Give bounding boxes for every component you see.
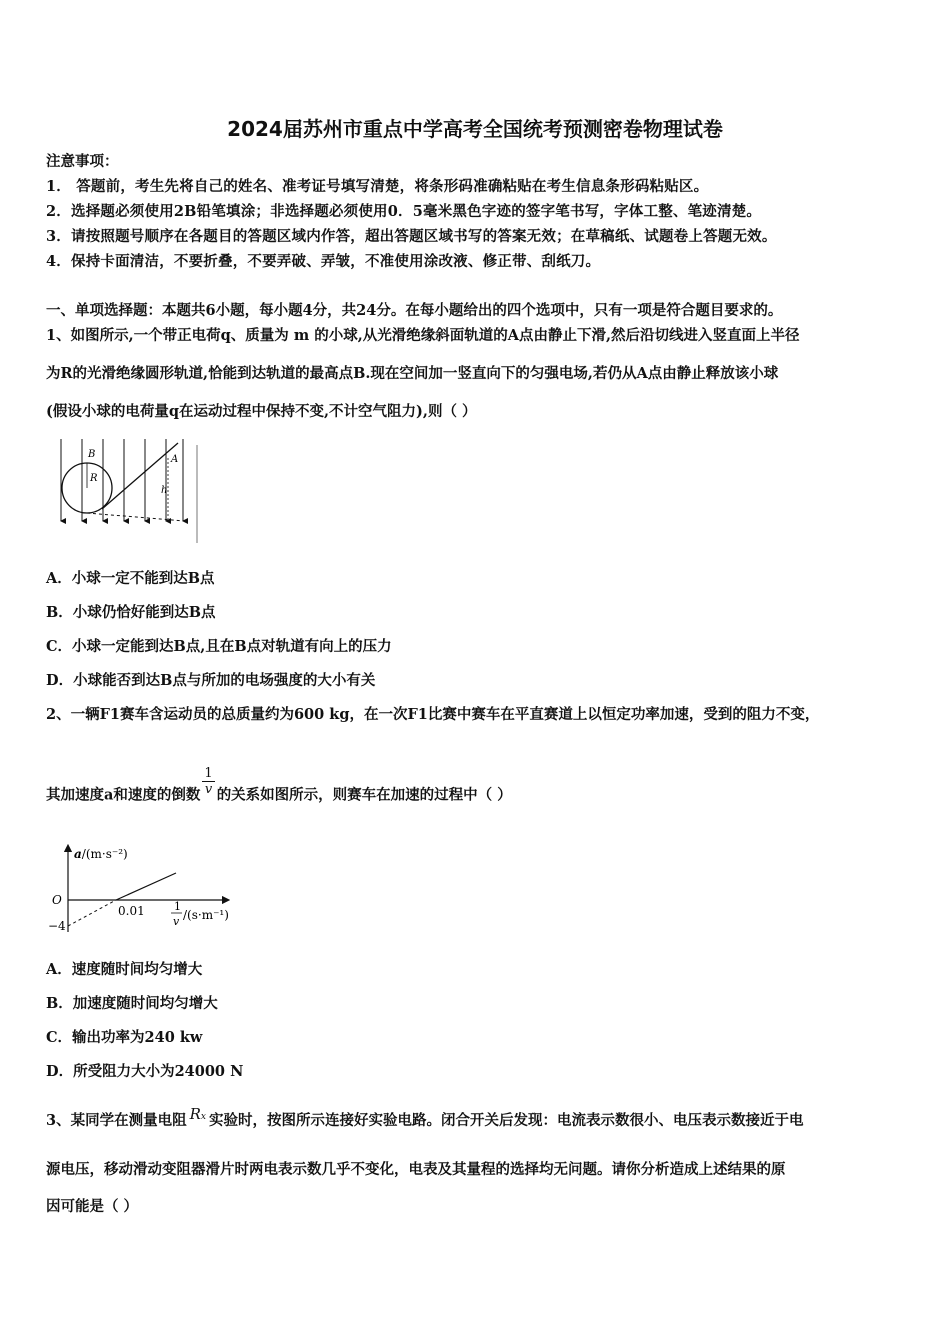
q2-option-d: D．所受阻力大小为24000 N xyxy=(46,1063,244,1080)
q2-graph xyxy=(46,840,256,940)
y-axis-label: a/(m·s⁻²) xyxy=(74,847,128,861)
q2-line-2-after: 的关系如图所示，则赛车在加速的过程中（ ） xyxy=(216,786,512,804)
x-axis-frac-num: 1 xyxy=(174,900,181,913)
y-intercept-label: −4 xyxy=(48,919,66,933)
notice-item-4: 4．保持卡面清洁，不要折叠，不要弄破、弄皱，不准使用涂改液、修正带、刮纸刀。 xyxy=(46,253,601,270)
q1-line-3: (假设小球的电荷量q在运动过程中保持不变,不计空气阻力),则（ ） xyxy=(46,403,477,420)
page-title: 2024届苏州市重点中学高考全国统考预测密卷物理试卷 xyxy=(227,117,723,141)
notice-item-3: 3．请按照题号顺序在各题目的答题区域内作答，超出答题区域书写的答案无效；在草稿纸、试题卷上答题无效。 xyxy=(46,228,777,245)
section-heading: 一、单项选择题：本题共6小题，每小题4分，共24分。在每小题给出的四个选项中，只有一项是符合题目要求的。 xyxy=(46,302,783,319)
q2-option-a: A．速度随时间均匀增大 xyxy=(46,961,203,978)
inverse-v-fraction xyxy=(202,766,214,797)
q2-line-2-before: 其加速度a和速度的倒数 xyxy=(46,786,201,804)
q1-option-b: B．小球仍恰好能到达B点 xyxy=(46,604,216,621)
q1-option-d: D．小球能否到达B点与所加的电场强度的大小有关 xyxy=(46,672,376,689)
label-h: h xyxy=(161,485,168,496)
notice-item-1: 1． 答题前，考生先将自己的姓名、准考证号填写清楚，将条形码准确粘贴在考生信息条形码粘贴区。 xyxy=(46,178,709,195)
x-axis-label: /(s·m⁻¹) xyxy=(183,908,229,922)
label-b: B xyxy=(88,449,96,460)
q3-line-2: 源电压，移动滑动变阻器滑片时两电表示数几乎不变化，电表及其量程的选择均无问题。请你分析造成上述结果的原 xyxy=(46,1161,786,1178)
q1-option-c: C．小球一定能到达B点,且在B点对轨道有向上的压力 xyxy=(46,638,392,655)
label-r: R xyxy=(90,473,98,484)
origin-label: O xyxy=(52,893,62,907)
q2-option-c: C．输出功率为240 kw xyxy=(46,1029,203,1046)
q3-line-1-after: 实验时，按图所示连接好实验电路。闭合开关后发现：电流表示数很小、电压表示数接近于电 xyxy=(208,1112,804,1129)
q1-line-1: 1、如图所示,一个带正电荷q、质量为 m 的小球,从光滑绝缘斜面轨道的A点由静止下滑,然后沿切线进入竖直面上半径 xyxy=(46,327,800,344)
q1-option-a: A．小球一定不能到达B点 xyxy=(46,570,215,587)
x-intercept-label: 0.01 xyxy=(118,904,145,918)
notice-item-2: 2．选择题必须使用2B铅笔填涂；非选择题必须使用0．5毫米黑色字迹的签字笔书写，字体工整、笔迹清楚。 xyxy=(46,203,762,220)
rx-symbol: Rx xyxy=(189,1105,206,1123)
q3-line-3: 因可能是（ ） xyxy=(46,1198,139,1215)
extrapolated-line xyxy=(68,900,116,926)
data-line xyxy=(116,873,176,900)
q3-line-1 xyxy=(46,1105,804,1133)
fraction-denominator: v xyxy=(204,782,213,797)
field-lines xyxy=(61,439,183,521)
notice-heading: 注意事项： xyxy=(46,153,119,170)
label-a: A xyxy=(171,454,179,465)
q3-line-1-before: 3、某同学在测量电阻 xyxy=(46,1112,187,1129)
fraction-numerator: 1 xyxy=(204,766,213,781)
q2-line-2 xyxy=(46,766,512,811)
q1-line-2: 为R的光滑绝缘圆形轨道,恰能到达轨道的最高点B.现在空间加一竖直向下的匀强电场,若仍从A点由静止释放该小球 xyxy=(46,365,779,382)
q2-option-b: B．加速度随时间均匀增大 xyxy=(46,995,218,1012)
q2-line-1: 2、一辆F1赛车含运动员的总质量约为600 kg，在一次F1比赛中赛车在平直赛道上以恒定功率加速，受到的阻力不变， xyxy=(46,706,820,723)
x-axis-frac-den: v xyxy=(173,915,180,928)
incline-track xyxy=(102,443,178,509)
q1-figure xyxy=(50,435,205,547)
